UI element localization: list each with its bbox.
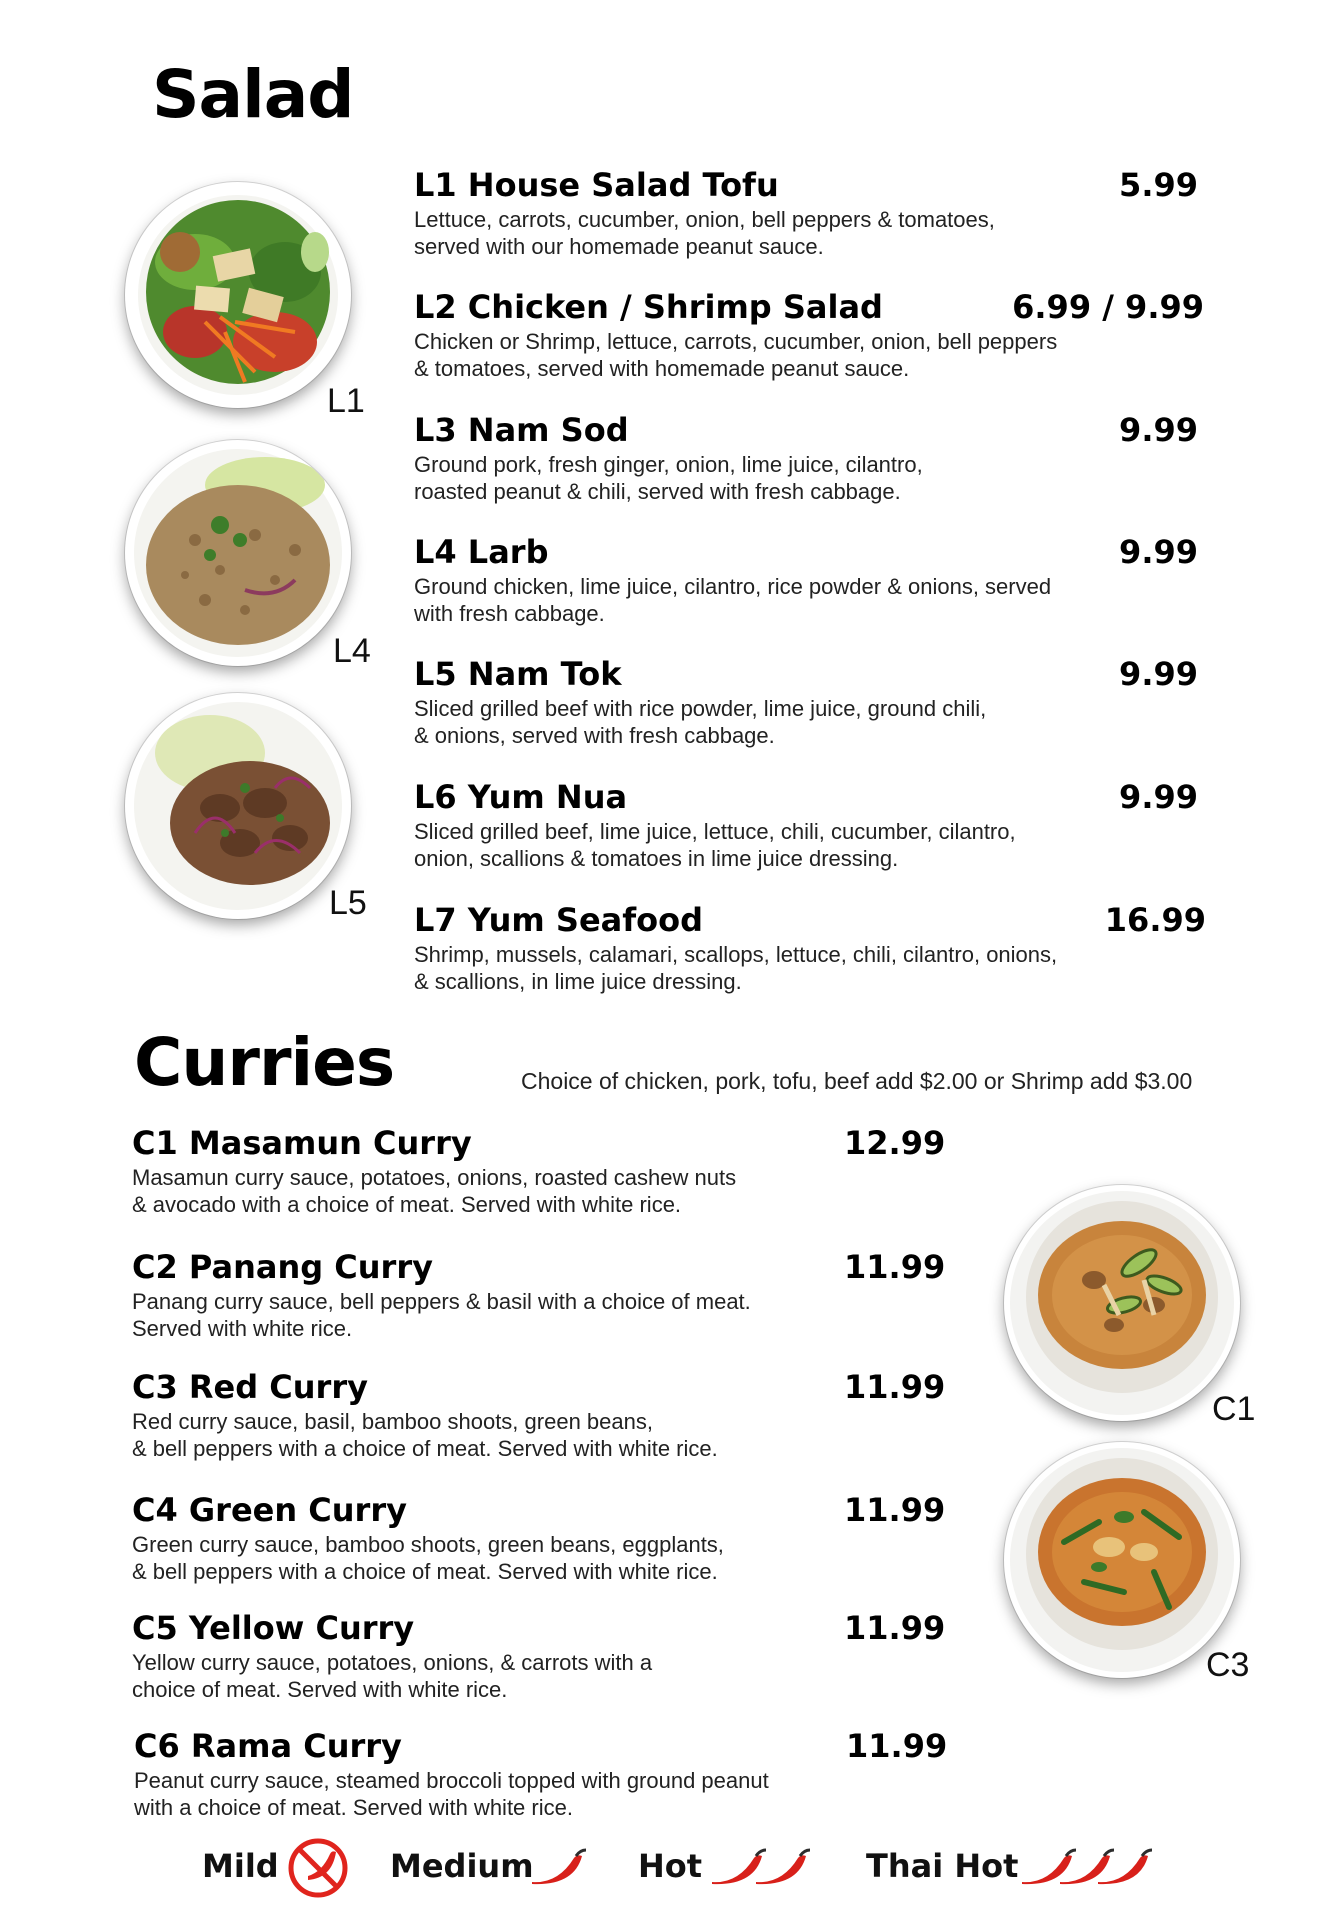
chili-pepper-icon [752,1846,812,1892]
item-name: C3 Red Curry [132,1368,368,1406]
item-description: Green curry sauce, bamboo shoots, green beans, eggplants, & bell peppers with a choice of meat. Served with white rice. [132,1532,724,1584]
house-salad-image [125,182,351,408]
item-description: Panang curry sauce, bell peppers & basil with a choice of meat. Served with white rice. [132,1289,751,1341]
item-name: L3 Nam Sod [414,411,629,449]
photo-label-l1: L1 [327,382,365,420]
item-description: Shrimp, mussels, calamari, scallops, lettuce, chili, cilantro, onions, & scallions, in lime juice dressing. [414,942,1058,994]
menu-item-l6 [414,778,1204,872]
item-name: L1 House Salad Tofu [414,166,779,204]
item-name: C5 Yellow Curry [132,1609,415,1647]
masamun-curry-image [1004,1185,1240,1421]
salad-photo-l5 [125,693,351,919]
menu-item-c1 [132,1124,946,1218]
salad-photo-l4 [125,440,351,666]
nam-tok-image [125,693,351,919]
item-description: Sliced grilled beef, lime juice, lettuce, chili, cucumber, cilantro, onion, scallions & tomatoes in lime juice dressing. [414,819,1016,871]
item-price: 9.99 [1119,411,1198,449]
item-price: 9.99 [1119,778,1198,816]
red-curry-image [1004,1442,1240,1678]
spice-level-legend [0,1836,1330,1896]
item-price: 6.99 / 9.99 [1012,288,1204,326]
menu-item-c6 [134,1727,948,1821]
spice-label-mild: Mild [202,1847,279,1885]
item-price: 11.99 [844,1248,946,1286]
photo-label-l4: L4 [333,632,371,670]
item-description: Red curry sauce, basil, bamboo shoots, green beans, & bell peppers with a choice of meat. Served with white rice. [132,1409,718,1461]
item-price: 11.99 [844,1368,946,1406]
chili-pepper-icon [528,1846,588,1892]
item-description: Ground chicken, lime juice, cilantro, rice powder & onions, served with fresh cabbage. [414,574,1052,626]
menu-item-c4 [132,1491,946,1585]
item-price: 9.99 [1119,533,1198,571]
menu-item-l4 [414,533,1204,627]
menu-item-c3 [132,1368,946,1462]
item-description: Lettuce, carrots, cucumber, onion, bell peppers & tomatoes, served with our homemade peanut sauce. [414,207,995,259]
larb-image [125,440,351,666]
item-price: 11.99 [846,1727,948,1765]
photo-label-c3: C3 [1206,1646,1250,1684]
menu-item-l2 [414,288,1204,382]
photo-label-l5: L5 [329,884,367,922]
protein-choice-note: Choice of chicken, pork, tofu, beef add $2.00 or Shrimp add $3.00 [521,1068,1193,1094]
item-price: 16.99 [1104,901,1206,939]
menu-item-c5 [132,1609,946,1703]
item-price: 11.99 [844,1491,946,1529]
spice-label-hot: Hot [638,1847,703,1885]
item-name: L2 Chicken / Shrimp Salad [414,288,883,326]
item-description: Ground pork, fresh ginger, onion, lime juice, cilantro, roasted peanut & chili, served with fresh cabbage. [414,452,923,504]
menu-item-l7 [414,901,1214,995]
menu-item-l1 [414,166,1204,260]
menu-item-c2 [132,1248,946,1342]
menu-item-l5 [414,655,1204,749]
salad-photo-l1 [125,182,351,408]
item-name: L6 Yum Nua [414,778,628,816]
item-price: 5.99 [1119,166,1198,204]
item-price: 12.99 [844,1124,946,1162]
item-description: Yellow curry sauce, potatoes, onions, & carrots with a choice of meat. Served with white rice. [132,1650,653,1702]
menu-item-l3 [414,411,1204,505]
photo-label-c1: C1 [1212,1390,1256,1428]
curry-photo-c1 [1004,1185,1240,1421]
salad-section-title: Salad [152,56,354,133]
item-price: 11.99 [844,1609,946,1647]
item-name: C6 Rama Curry [134,1727,402,1765]
item-name: L7 Yum Seafood [414,901,704,939]
item-description: Masamun curry sauce, potatoes, onions, roasted cashew nuts & avocado with a choice of meat. Served with white rice. [132,1165,737,1217]
curries-section-title: Curries [134,1024,395,1101]
spice-label-medium: Medium [390,1847,534,1885]
item-name: L5 Nam Tok [414,655,622,693]
no-spice-icon [286,1836,350,1904]
curry-photo-c3 [1004,1442,1240,1678]
item-name: C1 Masamun Curry [132,1124,472,1162]
item-price: 9.99 [1119,655,1198,693]
item-description: Sliced grilled beef with rice powder, lime juice, ground chili, & onions, served with fresh cabbage. [414,696,987,748]
spice-label-thai-hot: Thai Hot [866,1847,1019,1885]
item-description: Peanut curry sauce, steamed broccoli topped with ground peanut with a choice of meat. Served with white rice. [134,1768,769,1820]
item-name: C4 Green Curry [132,1491,407,1529]
item-description: Chicken or Shrimp, lettuce, carrots, cucumber, onion, bell peppers & tomatoes, served with homemade peanut sauce. [414,329,1058,381]
chili-pepper-icon [1094,1846,1154,1892]
item-name: L4 Larb [414,533,549,571]
item-name: C2 Panang Curry [132,1248,433,1286]
